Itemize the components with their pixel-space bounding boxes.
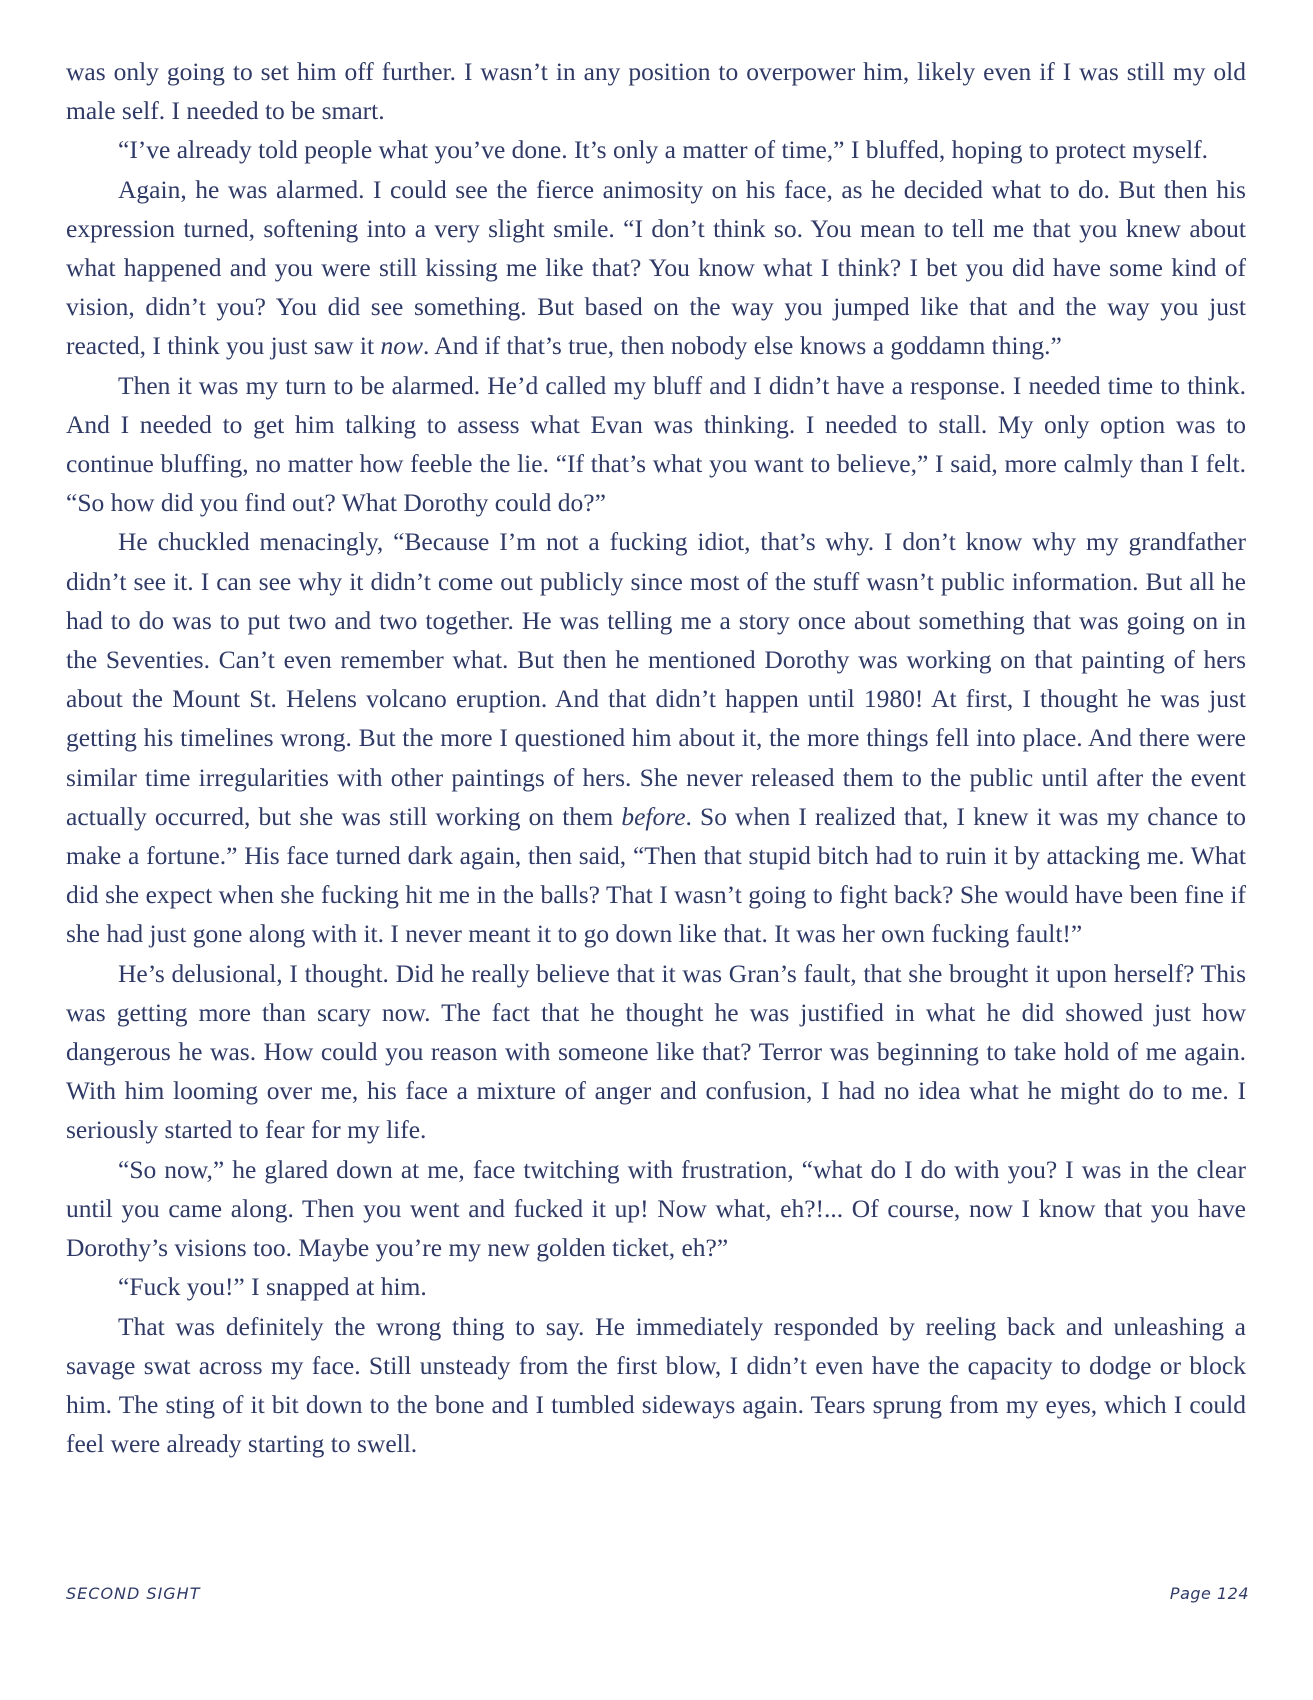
paragraph-7: “So now,” he glared down at me, face twitching with frustration, “what do I do with you? I was in the clear until you came along. Then you went and fucked it up! Now what, eh?!... Of course, now I know that you have Dorothy’s visions too. Maybe you’re my new golden ticket, eh?”: [66, 1154, 1246, 1263]
footer-page-number: Page 124: [1169, 1584, 1249, 1603]
paragraph-5-text-a: He chuckled menacingly, “Because I’m not a fucking idiot, that’s why. I don’t know why my grandfather didn’t see it. I can see why it didn’t come out publicly since most of the stuff wasn’t public information. But all he had to do was to put two and two together. He was telling me a story once about something that was going on in the Seventies. Can’t even remember what. But then he mentioned Dorothy was working on that painting of hers about the Mount St. Helens volcano eruption. And that didn’t happen until 1980! At first, I thought he was just getting his timelines wrong. But the more I questioned him about it, the more things fell into place. And there were similar time irregularities with other paintings of hers. She never released them to the public until after the event actually occurred, but she was still working on them: [66, 527, 1246, 831]
body-text: [66, 52, 1246, 1463]
paragraph-1: was only going to set him off further. I wasn’t in any position to overpower him, likely even if I was still my old male self. I needed to be smart.: [66, 57, 1246, 126]
paragraph-3: [66, 170, 1246, 366]
paragraph-3-text-a: Again, he was alarmed. I could see the fierce animosity on his face, as he decided what to do. But then his expression turned, softening into a very slight smile. “I don’t think so. You mean to tell me that you knew about what happened and you were still kissing me like that? You know what I think? I bet you did have some kind of vision, didn’t you? You did see something. But based on the way you jumped like that and the way you just reacted, I think you just saw it: [66, 174, 1246, 361]
paragraph-8: “Fuck you!” I snapped at him.: [118, 1272, 427, 1302]
paragraph-5-text-b: . So when I realized that, I knew it was my chance to make a fortune.” His face turned dark again, then said, “Then that stupid bitch had to ruin it by attacking me. What did she expect when she fucking hit me in the balls? That I wasn’t going to fight back? She would have been fine if she had just gone along with it. I never meant it to go down like that. It was her own fucking fault!”: [66, 801, 1246, 949]
paragraph-3-text-b: . And if that’s true, then nobody else knows a goddamn thing.”: [422, 331, 1062, 361]
paragraph-2: “I’ve already told people what you’ve done. It’s only a matter of time,” I bluffed, hoping to protect myself.: [118, 135, 1209, 165]
paragraph-3-emphasis: now: [380, 331, 423, 361]
paragraph-5-emphasis: before: [621, 801, 686, 831]
paragraph-5: [66, 522, 1246, 953]
paragraph-9: That was definitely the wrong thing to say. He immediately responded by reeling back and unleashing a savage swat across my face. Still unsteady from the first blow, I didn’t even have the capacity to dodge or block him. The sting of it bit down to the bone and I tumbled sideways again. Tears sprung from my eyes, which I could feel were already starting to swell.: [66, 1311, 1246, 1459]
paragraph-6: He’s delusional, I thought. Did he really believe that it was Gran’s fault, that she brought it upon herself? This was getting more than scary now. The fact that he thought he was justified in what he did showed just how dangerous he was. How could you reason with someone like that? Terror was beginning to take hold of me again. With him looming over me, his face a mixture of anger and confusion, I had no idea what he might do to me. I seriously started to fear for my life.: [66, 958, 1246, 1145]
paragraph-4: Then it was my turn to be alarmed. He’d called my bluff and I didn’t have a response. I needed time to think. And I needed to get him talking to assess what Evan was thinking. I needed to stall. My only option was to continue bluffing, no matter how feeble the lie. “If that’s what you want to believe,” I said, more calmly than I felt. “So how did you find out? What Dorothy could do?”: [66, 370, 1246, 518]
footer-book-title: SECOND SIGHT: [66, 1584, 201, 1603]
